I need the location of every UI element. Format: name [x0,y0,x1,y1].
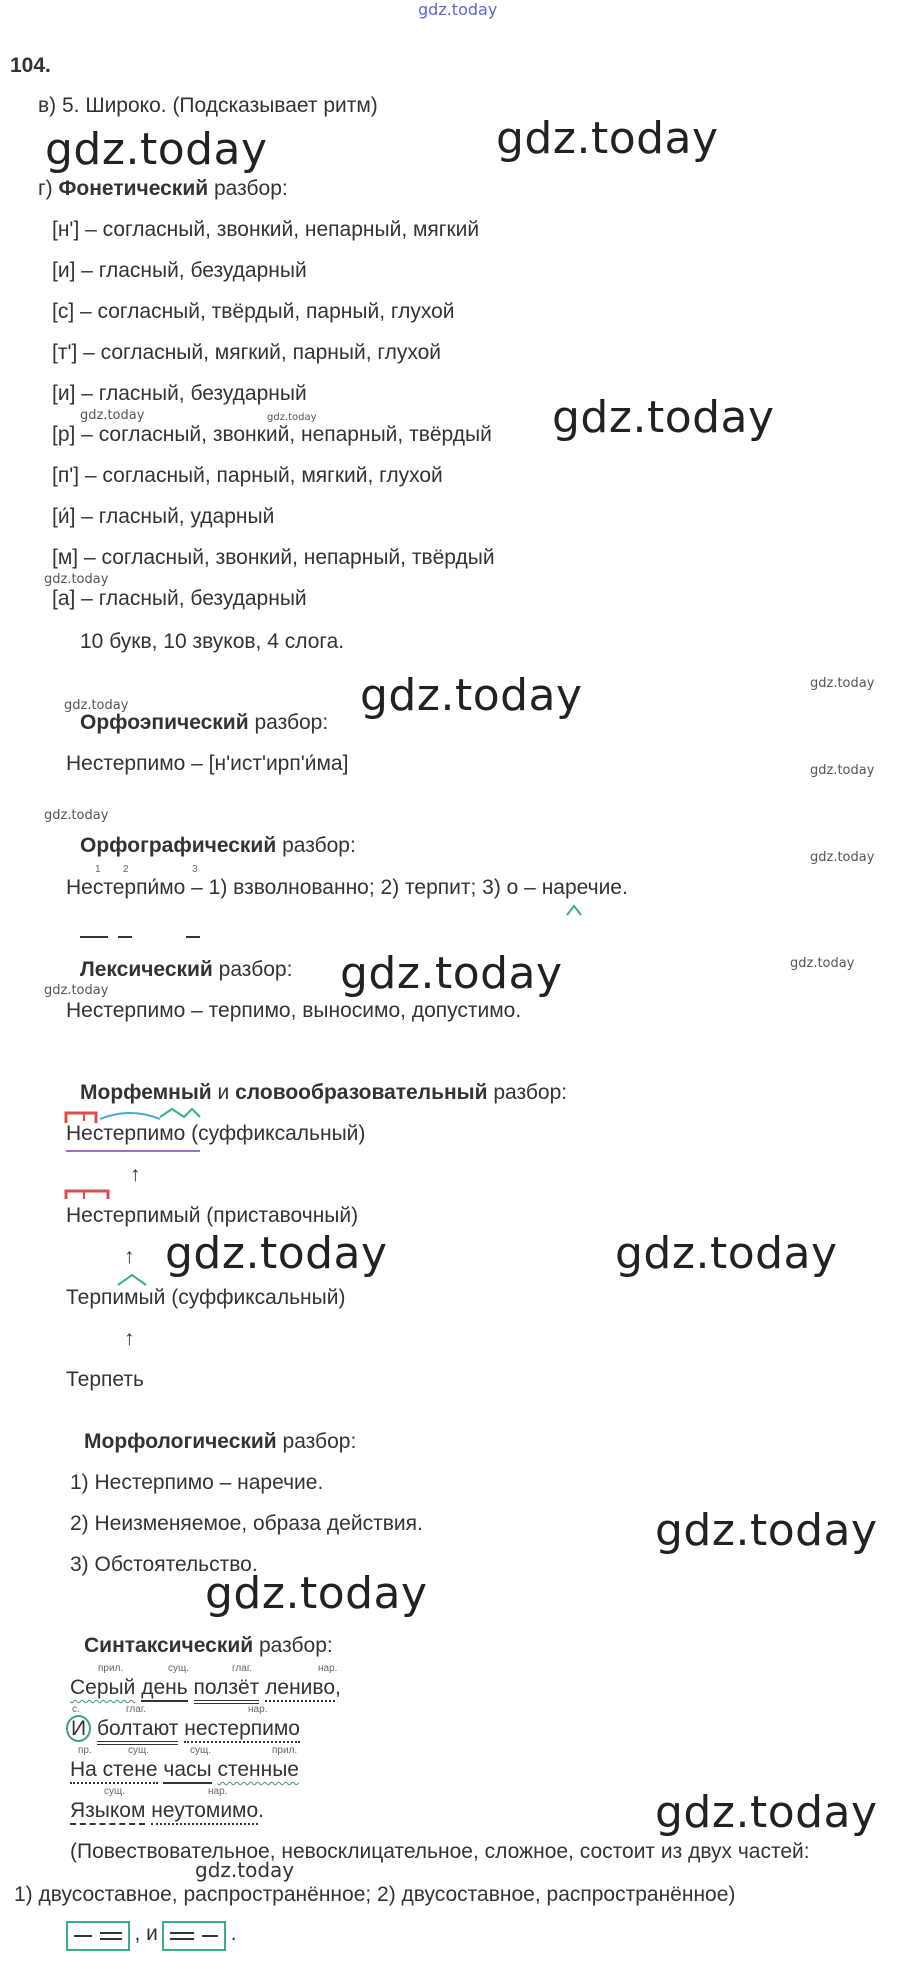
sound-line: [п'] – согласный, парный, мягкий, глухой [52,464,443,487]
scheme-end: . [230,1922,237,1946]
morphemic-title-1: Морфемный [80,1081,212,1104]
adverbial-word: неутомимо [151,1799,258,1825]
comma: , [335,1676,341,1699]
watermark: gdz.today [655,1787,878,1838]
watermark-top: gdz.today [418,0,498,19]
pos-label: глаг. [126,1704,147,1715]
pos-label: нар. [248,1704,268,1715]
watermark-small: gdz.today [810,676,875,691]
suffix-mark [160,1109,200,1117]
pos-label: нар. [318,1663,338,1674]
conjunction-word: И [66,1715,91,1742]
orthogram-number: 1 [95,864,101,875]
clause-box [66,1921,130,1951]
adverbial-word: нестерпимо [184,1717,300,1743]
morphological-item: 2) Неизменяемое, образа действия. [70,1512,423,1535]
task-number: 104. [10,54,51,77]
sound-line: [и] – гласный, безударный [52,382,307,405]
watermark-small: gdz.today [80,408,145,423]
watermark-small: gdz.today [810,850,875,865]
orthographic-suffix: разбор: [276,834,356,857]
orthoepic-title: Орфоэпический [80,711,249,734]
lexical-heading [80,958,292,982]
root-arc [100,1113,160,1119]
watermark-small: gdz.today [267,412,317,423]
watermark: gdz.today [496,113,719,164]
syntactic-title: Синтаксический [84,1634,254,1657]
sound-line: [р] – согласный, звонкий, непарный, твёрдый [52,423,492,446]
orthoepic-heading [80,711,328,735]
orthoepic-suffix: разбор: [248,711,329,734]
watermark-small: gdz.today [64,698,129,713]
prefix-mark [66,1191,108,1199]
subject-word: часы [163,1758,211,1784]
predicate-word: ползёт [194,1676,260,1704]
phonetic-heading [38,177,288,201]
pos-label: прил. [272,1745,298,1756]
derivation-arrow: ↑ [124,1327,135,1350]
pos-label: пр. [78,1745,92,1756]
morphemic-and: и [211,1081,236,1104]
morphological-item: 3) Обстоятельство. [70,1553,258,1576]
watermark-small: gdz.today [44,983,109,998]
orthogram-number: 2 [123,864,129,875]
sentence-description: 1) двусоставное, распространённое; 2) двусоставное, распространённое) [14,1883,736,1906]
predicate-word: болтают [97,1717,178,1745]
watermark: gdz.today [340,948,563,999]
answer-v: в) 5. Широко. (Подсказывает ритм) [38,94,378,117]
morphemic-heading [80,1081,567,1105]
orthoepic-text: Нестерпимо – [н'ист'ирп'и́ма] [66,752,349,775]
watermark: gdz.today [165,1228,388,1279]
pos-label: нар. [208,1786,228,1797]
poem-line [66,1717,300,1741]
morphological-item: 1) Нестерпимо – наречие. [70,1471,324,1494]
watermark: gdz.today [205,1568,428,1619]
derivation-line: Нестерпимый (приставочный) [66,1204,359,1227]
sound-line: [м] – согласный, звонкий, непарный, твёрдый [52,546,495,569]
watermark-small: gdz.today [195,1858,295,1882]
watermark: gdz.today [360,670,583,721]
sound-line: [н'] – согласный, звонкий, непарный, мягкий [52,218,480,241]
pos-label: глаг. [232,1663,253,1674]
derivation-arrow: ↑ [130,1163,141,1186]
clause-scheme-icon [68,1923,128,1949]
watermark: gdz.today [552,392,775,443]
lexical-title: Лексический [80,958,213,981]
watermark: gdz.today [45,124,268,175]
watermark-small: gdz.today [810,763,875,778]
sound-line: [и́] – гласный, ударный [52,505,275,528]
phonetic-title: Фонетический [58,177,209,200]
sound-line: [т'] – согласный, мягкий, парный, глухой [52,341,442,364]
syntactic-suffix: разбор: [253,1634,333,1657]
watermark-small: gdz.today [790,956,855,971]
phonetic-suffix: разбор: [208,177,288,200]
syntactic-heading [84,1634,333,1658]
pos-label: сущ. [104,1786,126,1797]
derivation-arrow: ↑ [124,1245,135,1268]
scheme-join: , и [134,1922,158,1946]
morphological-title: Морфологический [84,1430,277,1453]
derivation-line: Терпеть [66,1368,144,1391]
pos-label: сущ. [190,1745,212,1756]
orthographic-title: Орфографический [80,834,277,857]
attribute-word: стенные [217,1758,299,1781]
clause-scheme-icon [164,1923,224,1949]
attribute-word: Серый [70,1676,136,1699]
sound-line: [а] – гласный, безударный [52,587,307,610]
sound-line: [и] – гласный, безударный [52,259,307,282]
poem-line [70,1676,341,1700]
watermark: gdz.today [655,1505,878,1556]
sentence-scheme [66,1921,237,1951]
adverbial-word: На стене [70,1758,158,1784]
adverbial-word: лениво [265,1676,335,1702]
lexical-text: Нестерпимо – терпимо, выносимо, допустимо. [66,999,522,1022]
orthographic-text: Нестерпи́мо – 1) взволнованно; 2) терпит; 3) о – наречие. [66,876,628,899]
watermark-small: gdz.today [44,572,109,587]
pos-label: прил. [98,1663,124,1674]
orthographic-heading [80,834,356,858]
morphological-heading [84,1430,356,1454]
object-word: Языком [70,1799,145,1825]
sound-line: [с] – согласный, твёрдый, парный, глухой [52,300,455,323]
sentence-description: (Повествовательное, невосклицательное, сложное, состоит из двух частей: [70,1840,810,1863]
pos-label: с. [72,1704,80,1715]
watermark: gdz.today [615,1228,838,1279]
morphemic-title-2: словообразовательный [235,1081,488,1104]
phonetic-summary: 10 букв, 10 звуков, 4 слога. [80,630,345,653]
derivation-line: Нестерпимо (суффиксальный) [66,1122,366,1145]
poem-line [70,1799,264,1823]
vowel-stress-mark [567,906,581,915]
pos-label: сущ. [168,1663,190,1674]
subject-word: день [141,1676,187,1702]
morphemic-suffix: разбор: [487,1081,568,1104]
poem-line [70,1758,299,1782]
phonetic-prefix: г) [38,177,59,200]
pos-label: сущ. [128,1745,150,1756]
lexical-suffix: разбор: [212,958,293,981]
period: . [258,1799,265,1822]
morpheme-marks [0,1105,922,1405]
watermark-small: gdz.today [44,808,109,823]
suffix-mark [118,1275,146,1285]
orthogram-number: 3 [192,864,198,875]
clause-box [162,1921,226,1951]
morphological-suffix: разбор: [276,1430,357,1453]
derivation-line: Терпимый (суффиксальный) [66,1286,346,1309]
orthogram-marks [0,900,922,960]
